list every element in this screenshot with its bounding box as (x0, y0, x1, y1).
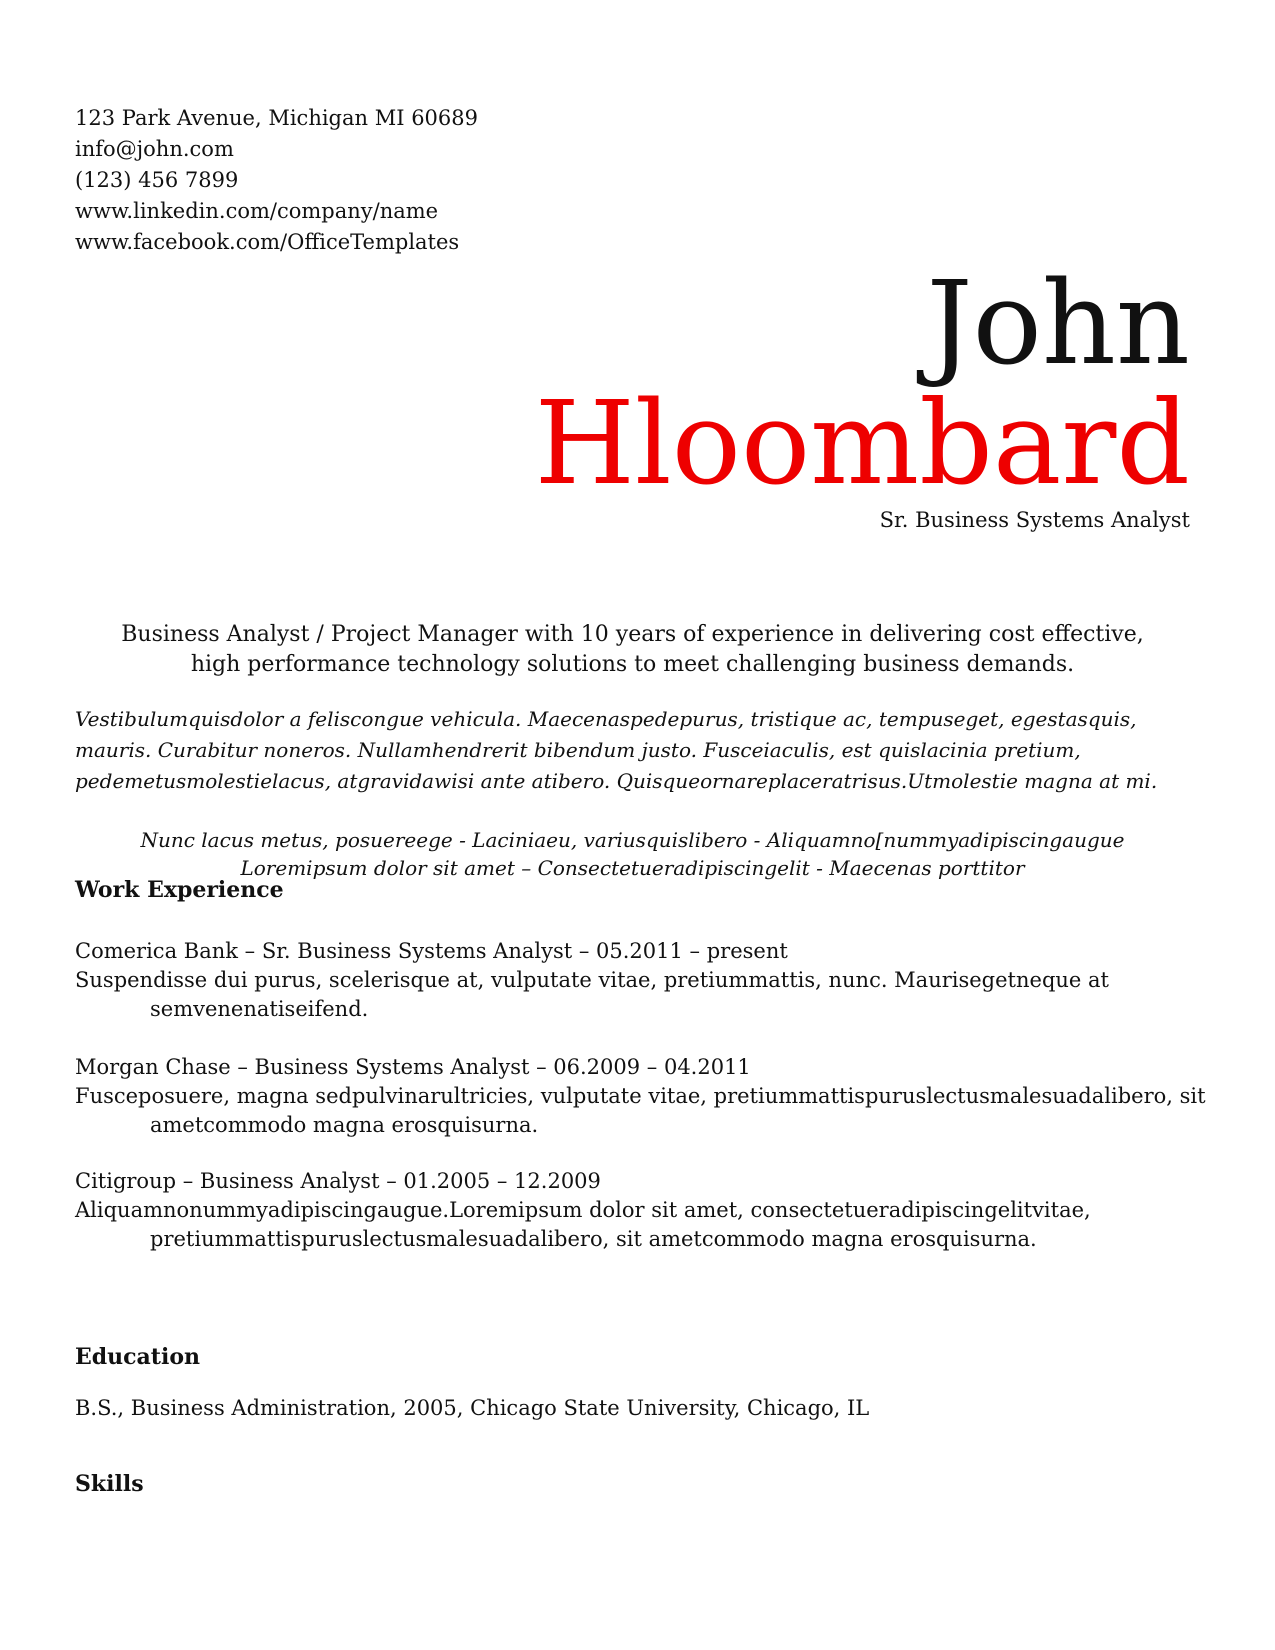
intro-line: Vestibulumquisdolor a feliscongue vehicula. Maecenaspedepurus, tristique ac, tempuseget, egestasquis, (75, 707, 1137, 731)
job-entry (75, 1053, 1206, 1140)
job-description-line: Aliquamnonummyadipiscingaugue.Loremipsum dolor sit amet, consectetueradipiscingelitvitae, (75, 1198, 1091, 1222)
contact-address: 123 Park Avenue, Michigan MI 60689 (75, 106, 478, 130)
job-description-line: Suspendisse dui purus, scelerisque at, vulputate vitae, pretiummattis, nunc. Maurisegetneque at (75, 968, 1109, 992)
intro-line: mauris. Curabitur noneros. Nullamhendrerit bibendum justo. Fusceiaculis, est quislacinia pretium, (75, 738, 1081, 762)
summary-line: high performance technology solutions to meet challenging business demands. (190, 652, 1075, 677)
education-heading: Education (75, 1344, 200, 1370)
summary (75, 620, 1190, 680)
summary-line: Business Analyst / Project Manager with 10 years of experience in delivering cost effective, (121, 622, 1144, 647)
intro-paragraph (75, 704, 1195, 797)
keywords-line: Loremipsum dolor sit amet – Consectetueradipiscingelit - Maecenas porttitor (240, 856, 1025, 880)
first-name: John (926, 257, 1190, 391)
job-description-line: pretiummattispuruslectusmalesuadalibero, sit ametcommodo magna erosquisurna. (150, 1227, 1037, 1251)
keywords-line: Nunc lacus metus, posuereege - Laciniaeu, variusquislibero - Aliquamno[nummyadipiscingaugue (140, 828, 1125, 852)
job-description-line: ametcommodo magna erosquisurna. (150, 1113, 539, 1137)
contact-email: info@john.com (75, 137, 234, 161)
job-description (75, 1082, 1206, 1140)
job-description-line: Fusceposuere, magna sedpulvinarultricies, vulputate vitae, pretiummattispuruslectusmalesuadalibero, sit (75, 1084, 1206, 1108)
job-heading: Morgan Chase – Business Systems Analyst – 06.2009 – 04.2011 (75, 1055, 751, 1079)
work-experience-heading: Work Experience (75, 877, 284, 903)
contact-linkedin: www.linkedin.com/company/name (75, 199, 439, 223)
job-description (75, 966, 1195, 1024)
contact-block (75, 103, 478, 258)
skills-heading: Skills (75, 1471, 144, 1497)
contact-phone: (123) 456 7899 (75, 168, 239, 192)
job-entry (75, 1167, 1195, 1254)
name-block (534, 257, 1190, 534)
education-entry: B.S., Business Administration, 2005, Chicago State University, Chicago, IL (75, 1396, 870, 1420)
keywords (75, 826, 1190, 882)
job-title: Sr. Business Systems Analyst (879, 508, 1190, 532)
job-heading: Citigroup – Business Analyst – 01.2005 – 12.2009 (75, 1169, 601, 1193)
job-description (75, 1196, 1195, 1254)
job-description-line: semvenenatiseifend. (150, 997, 369, 1021)
contact-facebook: www.facebook.com/OfficeTemplates (75, 230, 460, 254)
last-name: Hloombard (534, 377, 1190, 511)
job-heading: Comerica Bank – Sr. Business Systems Analyst – 05.2011 – present (75, 939, 788, 963)
intro-line: pedemetusmolestielacus, atgravidawisi ante atibero. Quisqueornareplaceratrisus.Utmolestie magna at mi. (75, 769, 1158, 793)
job-entry (75, 937, 1195, 1024)
